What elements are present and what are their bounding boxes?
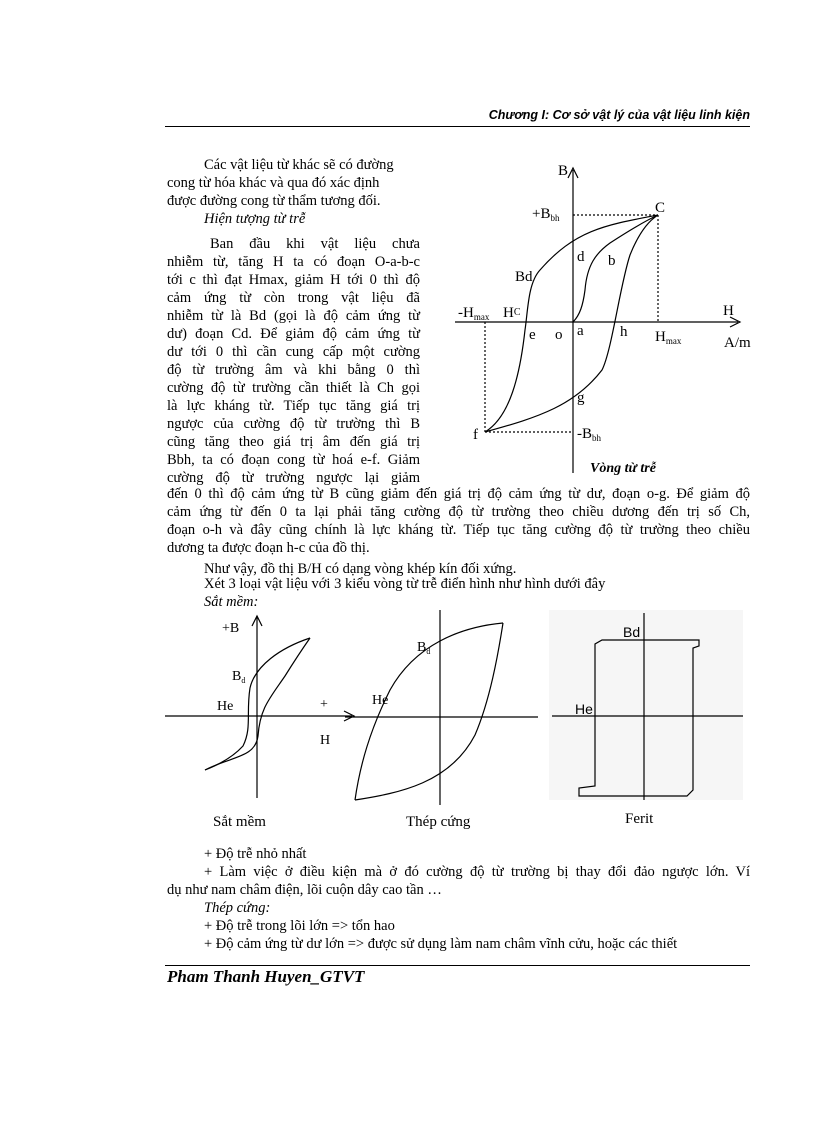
para-line: cường độ từ trường ngược lại giảm xyxy=(167,470,420,486)
soft-iron-loop xyxy=(160,608,360,838)
label-hc: HC xyxy=(503,305,521,321)
intro-line-3: được đường cong từ thẩm tương đối. xyxy=(167,193,381,209)
diagram-caption: Vòng từ trễ xyxy=(590,461,656,476)
para-line: độ từ trường âm và khi bằng 0 thì xyxy=(167,362,420,378)
label-hmax: $H_{max}$ xyxy=(655,329,682,346)
initial-magnetization-curve xyxy=(573,215,658,322)
page-footer: Pham Thanh Huyen_GTVT xyxy=(167,967,365,986)
label-neg-hmax: $-H_{max}$ xyxy=(458,305,490,322)
point-o: o xyxy=(555,327,563,343)
footer-rule xyxy=(165,965,750,966)
loop-upper-branch xyxy=(485,215,658,432)
point-g: g xyxy=(577,390,585,406)
point-b: b xyxy=(608,253,616,269)
page-header: Chương I: Cơ sở vật lý của vật liệu linh kiện xyxy=(488,108,750,122)
label-pos-bbh: $+B_{bh}$ xyxy=(532,206,560,223)
soft-caption: Sắt mềm xyxy=(213,814,266,830)
point-f: f xyxy=(473,427,478,443)
label-neg-bbh: $-B_{bh}$ xyxy=(577,426,601,443)
label-bd: Bd xyxy=(515,269,533,285)
hard-steel-loop xyxy=(340,605,540,835)
point-c: C xyxy=(655,200,666,216)
heading-hysteresis: Hiện tượng từ trễ xyxy=(204,211,306,227)
point-e: e xyxy=(529,327,536,343)
bullet-soft-2: + Làm việc ở điều kiện mà ở đó cường độ từ trường bị thay đổi đảo ngược lớn. Ví xyxy=(204,864,750,880)
para-line: nhiễm từ là Bd (gọi là độ cảm ứng từ xyxy=(167,308,420,324)
heading-soft-iron: Sắt mềm: xyxy=(204,594,259,610)
heading-hard-steel: Thép cứng: xyxy=(204,900,271,916)
hard-caption: Thép cứng xyxy=(406,814,471,830)
para-line: cảm ứng từ đến 0 ta lại phải tăng cường độ từ trường theo chiều dương đến trị số Ch, xyxy=(167,504,750,520)
loop-lower-branch xyxy=(485,215,658,432)
hard-label-bd: $B_d$ xyxy=(417,640,431,656)
point-a: a xyxy=(577,323,584,339)
label-axis-b: B xyxy=(558,163,569,179)
para-line: dư tới 0 thì cần cung cấp một cường xyxy=(167,344,420,360)
para-line: ngược của cường độ từ trường thì B xyxy=(167,416,420,432)
para-line: Ban đầu khi vật liệu chưa xyxy=(210,236,420,252)
para-line: đoạn o-h và đây cũng chính là lực kháng từ. Tiếp tục tăng cường độ từ trường theo chiều xyxy=(167,522,750,538)
intro-line-2: cong từ hóa khác và qua đó xác định xyxy=(167,175,380,191)
para-line: cường độ từ trường cần thiết là Ch gọi xyxy=(167,380,420,396)
para-line: đến 0 thì độ cảm ứng từ B cũng giảm đến giá trị độ cảm ứng từ dư, đoạn o-g. Để giảm độ xyxy=(167,486,750,502)
para-line: là lực kháng từ. Tiếp tục tăng giá trị xyxy=(167,398,420,414)
hysteresis-diagram xyxy=(440,155,760,480)
para-line: cảm ứng từ còn trong vật liệu đã xyxy=(167,290,420,306)
label-axis-h: H xyxy=(723,303,734,319)
ferrit-caption: Ferit xyxy=(625,811,654,827)
point-d: d xyxy=(577,249,585,265)
soft-label-bd: $B_d$ xyxy=(232,669,246,685)
intro-line-1: Các vật liệu từ khác sẽ có đường xyxy=(204,157,394,173)
ferrit-label-bd: Bd xyxy=(623,624,641,640)
soft-label-h: H xyxy=(320,733,331,748)
para-line: dương ta được đoạn h-c của đồ thị. xyxy=(167,540,370,556)
para-line: Bbh, ta có đoạn cong từ hoá e-f. Giảm xyxy=(167,452,420,468)
soft-label-b: +B xyxy=(222,621,240,636)
line-symmetric: Như vậy, đồ thị B/H có dạng vòng khép kín đối xứng. xyxy=(204,561,517,577)
bullet-soft-cont: dụ như nam châm điện, lõi cuộn dây cao tần … xyxy=(167,882,442,898)
label-unit: A/m xyxy=(724,335,751,351)
para-line: dư) đoạn Cd. Để giảm độ cảm ứng từ xyxy=(167,326,420,342)
ferrite-loop xyxy=(547,608,747,828)
ferrit-label-he: He xyxy=(575,701,593,717)
bullet-soft-1: + Độ trễ nhỏ nhất xyxy=(204,846,307,862)
soft-label-plus: + xyxy=(320,697,328,712)
bullet-hard-2: + Độ cảm ứng từ dư lớn => được sử dụng làm nam châm vĩnh cửu, hoặc các thiết xyxy=(204,936,678,952)
para-line: nhiễm từ, tăng H ta có đoạn O-a-b-c xyxy=(167,254,420,270)
hard-label-he: He xyxy=(372,693,389,708)
soft-label-he: He xyxy=(217,699,234,714)
bullet-hard-1: + Độ trễ trong lõi lớn => tổn hao xyxy=(204,918,395,934)
para-line: tới c thì đạt Hmax, giảm H tới 0 thì độ xyxy=(167,272,420,288)
header-rule xyxy=(165,126,750,127)
point-h: h xyxy=(620,324,628,340)
line-three-types: Xét 3 loại vật liệu với 3 kiểu vòng từ trễ điển hình như hình dưới đây xyxy=(204,576,606,592)
para-line: cũng tăng theo giá trị âm đến giá trị xyxy=(167,434,420,450)
